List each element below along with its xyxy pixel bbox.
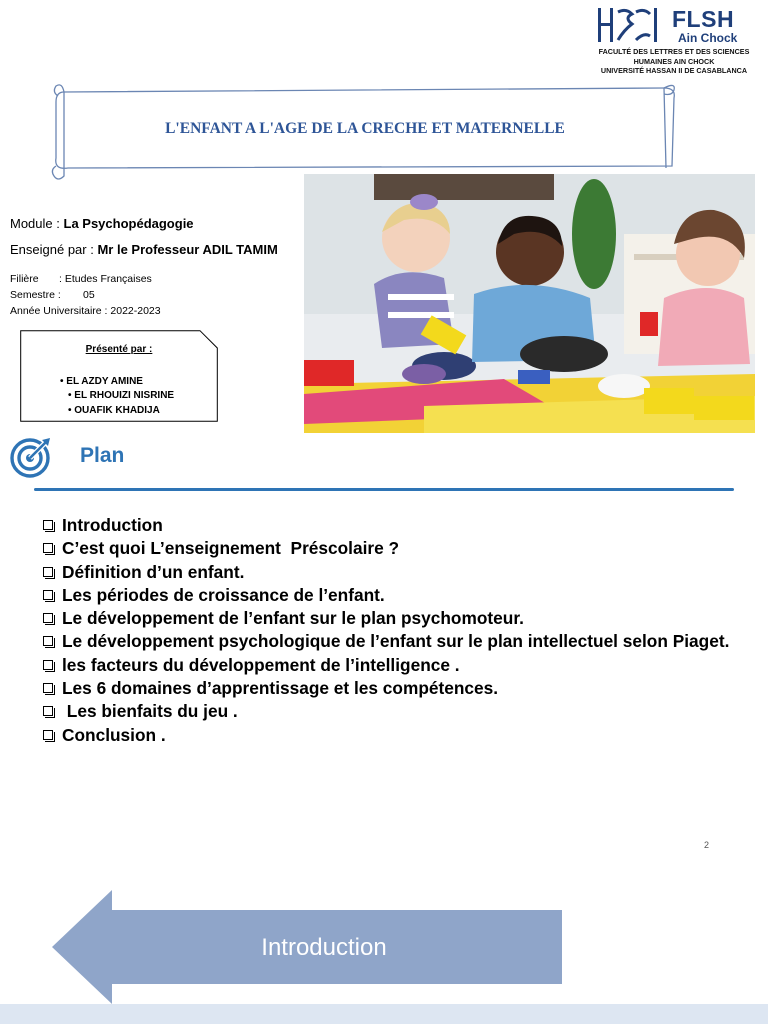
university-logo (594, 4, 754, 76)
uh2c-logo-icon (596, 6, 658, 44)
plan-divider (34, 488, 734, 491)
filiere-line (10, 273, 152, 285)
next-section-label[interactable]: Introduction (261, 934, 387, 961)
checkbox-icon (43, 543, 53, 553)
annee-value: 2022-2023 (110, 305, 161, 317)
module-label: Module : (10, 216, 60, 231)
plan-title: Plan (80, 444, 125, 467)
checkbox-icon (43, 567, 53, 577)
semestre-line (10, 289, 95, 301)
presenter-name: • OUAFIK KHADIJA (68, 405, 160, 416)
semestre-value: 05 (83, 289, 95, 301)
logo-brand: FLSH (672, 6, 735, 32)
module-line (10, 216, 194, 231)
plan-item: Les bienfaits du jeu . (42, 700, 752, 723)
checkbox-icon (43, 660, 53, 670)
presenters-title: Présenté par : (85, 344, 153, 355)
logo-subtitle (594, 47, 754, 76)
children-playing-photo (304, 174, 755, 433)
target-icon (10, 436, 52, 478)
plan-item: Les périodes de croissance de l’enfant. (42, 584, 752, 607)
plan-item: Conclusion . (42, 724, 752, 747)
checkbox-icon (43, 730, 53, 740)
teacher-value: Mr le Professeur ADIL TAMIM (97, 242, 278, 257)
presenter-name: • EL AZDY AMINE (60, 376, 143, 387)
filiere-label: Filière (10, 273, 39, 285)
semestre-label: Semestre : (10, 289, 61, 301)
plan-item: C’est quoi L’enseignement Préscolaire ? (42, 537, 752, 560)
plan-item: les facteurs du développement de l’intelligence . (42, 654, 752, 677)
plan-list (42, 514, 752, 747)
module-value: La Psychopédagogie (63, 216, 194, 231)
filiere-value: : Etudes Françaises (59, 273, 152, 285)
plan-item: Introduction (42, 514, 752, 537)
page-number: 2 (704, 840, 710, 850)
checkbox-icon (43, 613, 53, 623)
presenter-name: • EL RHOUIZI NISRINE (68, 390, 175, 401)
bottom-bar (0, 1004, 768, 1024)
teacher-label: Enseigné par : (10, 242, 94, 257)
checkbox-icon (43, 706, 53, 716)
teacher-line (10, 242, 278, 257)
plan-item: Le développement psychologique de l’enfant sur le plan intellectuel selon Piaget. (42, 630, 752, 653)
checkbox-icon (43, 590, 53, 600)
annee-label: Année Universitaire : (10, 305, 108, 317)
checkbox-icon (43, 636, 53, 646)
page-title: L'ENFANT A L'AGE DE LA CRECHE ET MATERNELLE (165, 120, 565, 137)
annee-line (10, 305, 161, 317)
plan-item: Le développement de l’enfant sur le plan psychomoteur. (42, 607, 752, 630)
logo-campus: Ain Chock (678, 31, 738, 45)
logo-subtitle-line: FACULTÉ DES LETTRES ET DES SCIENCES (598, 47, 750, 56)
checkbox-icon (43, 520, 53, 530)
checkbox-icon (43, 683, 53, 693)
plan-item: Définition d’un enfant. (42, 561, 752, 584)
plan-item: Les 6 domaines d’apprentissage et les compétences. (42, 677, 752, 700)
logo-subtitle-line: UNIVERSITÉ HASSAN II DE CASABLANCA (600, 66, 748, 75)
logo-subtitle-line: HUMAINES AIN CHOCK (633, 56, 715, 66)
